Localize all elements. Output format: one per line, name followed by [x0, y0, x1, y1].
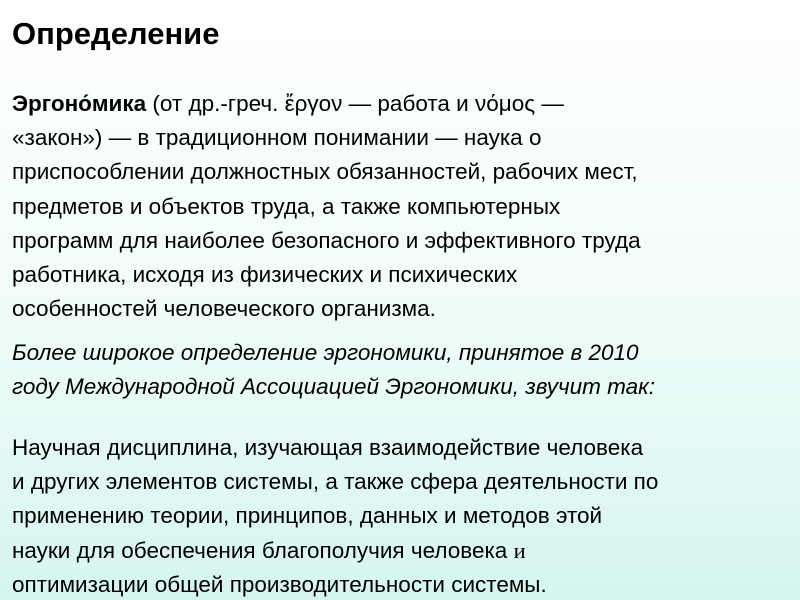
- iea-line-1: Научная дисциплина, изучающая взаимодействие человека: [12, 435, 644, 460]
- ergonomics-definition-paragraph: [12, 87, 782, 326]
- definition-line-6: работника, исходя из физических и психических: [12, 262, 518, 288]
- definition-line-4: предметов и объектов труда, а также компьютерных: [12, 193, 561, 219]
- iea-line-3: применению теории, принципов, данных и методов этой: [12, 503, 603, 529]
- iea-line-4: науки для обеспечения благополучия человека: [12, 537, 514, 563]
- ergonomics-term: Эргоно́мика: [12, 91, 147, 116]
- definition-line-3: приспособлении должностных обязанностей, рабочих мест,: [12, 159, 638, 185]
- iea-line-2: и других элементов системы, а также сфера деятельности по: [12, 469, 659, 495]
- definition-line-2: «закон») — в традиционном понимании — наука о: [12, 125, 542, 151]
- intro-line-1: Более широкое определение эргономики, принятое в 2010: [12, 340, 639, 365]
- definition-line-7: особенностей человеческого организма.: [12, 296, 436, 322]
- definition-line-1: (от др.-греч. ἔργον — работа и νόμος —: [146, 91, 564, 116]
- definition-line-5: программ для наиболее безопасного и эффективного труда: [12, 227, 641, 253]
- iea-definition-paragraph: [12, 431, 782, 600]
- slide-title: Определение: [12, 16, 220, 51]
- broader-definition-intro: [12, 336, 782, 404]
- intro-line-2: году Международной Ассоциацией Эргономики, звучит так:: [12, 374, 655, 400]
- iea-line-5: оптимизации общей производительности системы.: [12, 571, 547, 597]
- iea-conjunction: и: [513, 537, 526, 563]
